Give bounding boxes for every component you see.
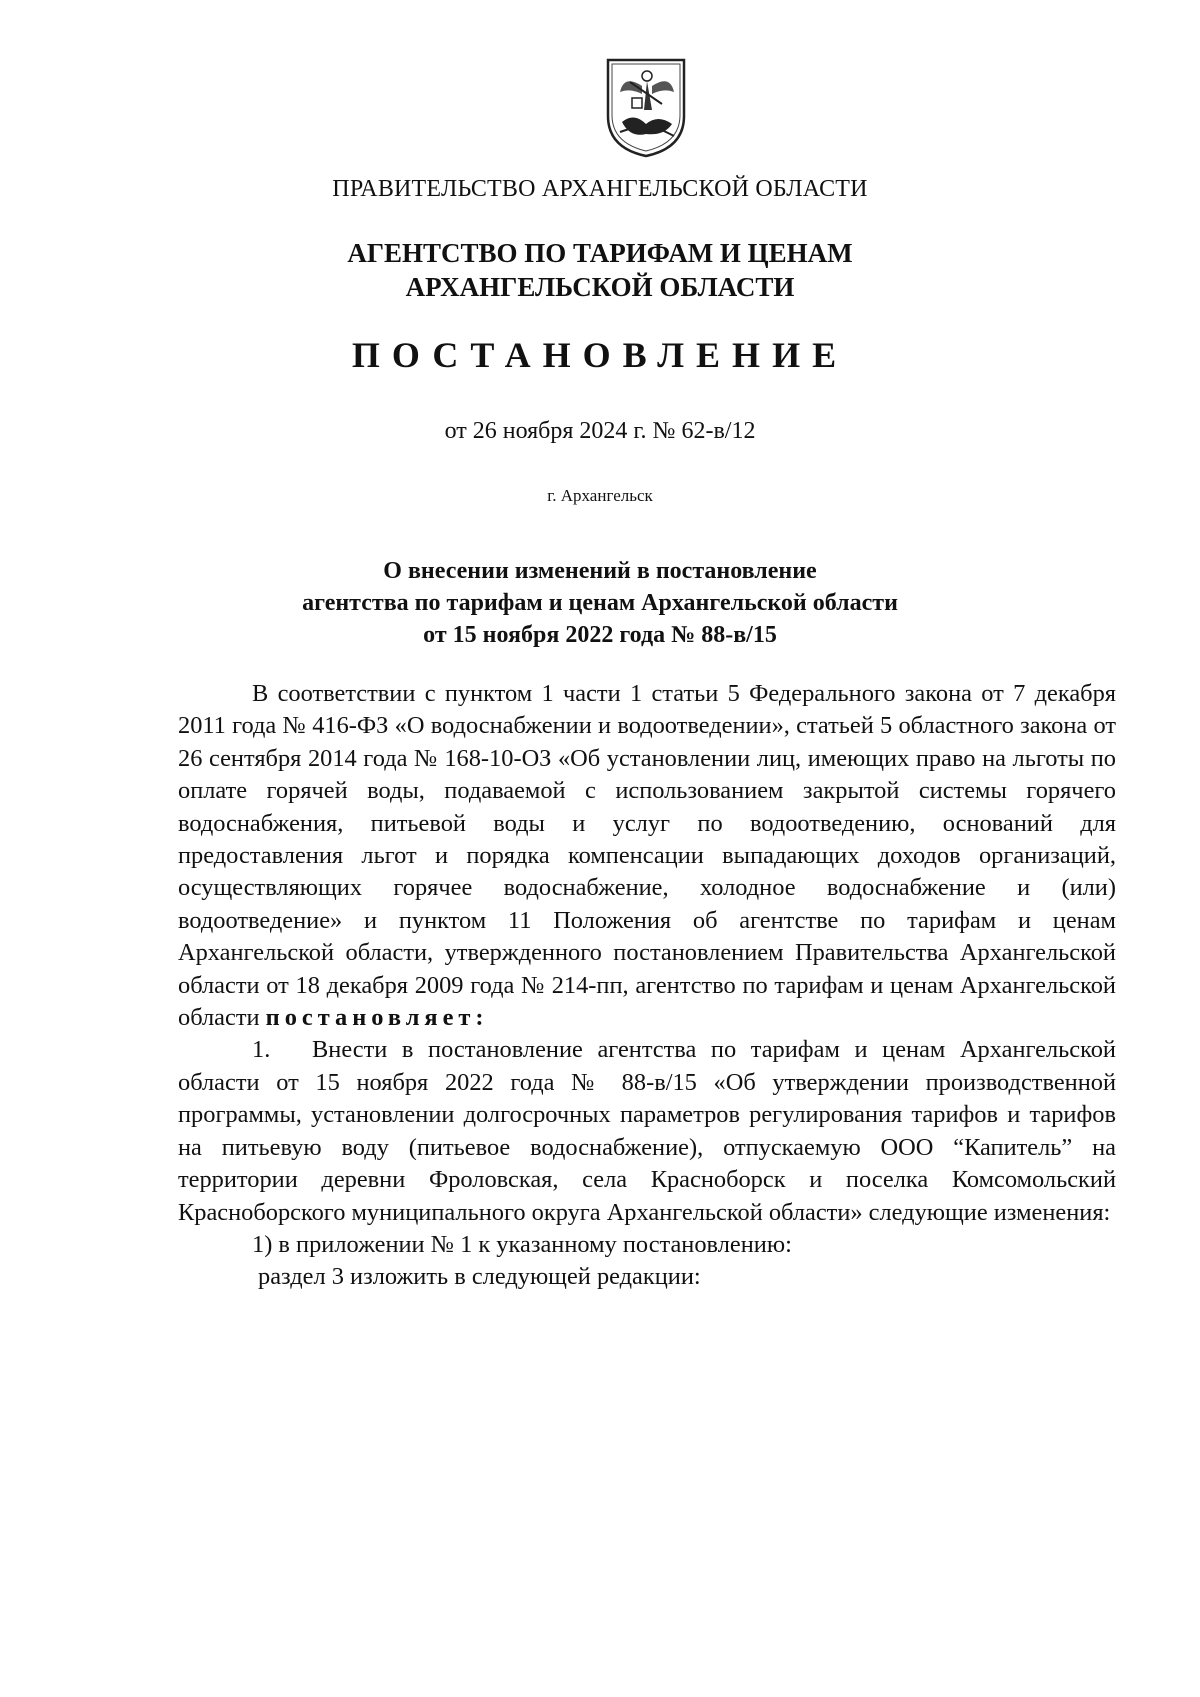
government-name: ПРАВИТЕЛЬСТВО АРХАНГЕЛЬСКОЙ ОБЛАСТИ bbox=[332, 176, 868, 202]
subject-line2: агентства по тарифам и ценам Архангельской области bbox=[302, 590, 898, 616]
preamble-paragraph bbox=[178, 678, 1116, 1034]
document-body bbox=[178, 678, 1116, 1294]
subject-line3: от 15 ноября 2022 года № 88-в/15 bbox=[423, 622, 777, 648]
item-1-paragraph bbox=[178, 1034, 1116, 1228]
subitem-1-instruction: раздел 3 изложить в следующей редакции: bbox=[258, 1263, 701, 1291]
document-date-number: от 26 ноября 2024 г. № 62-в/12 bbox=[444, 418, 756, 444]
document-type: ПОСТАНОВЛЕНИЕ bbox=[351, 335, 849, 375]
subject-line1: О внесении изменений в постановление bbox=[383, 558, 817, 584]
agency-name-line2: АРХАНГЕЛЬСКОЙ ОБЛАСТИ bbox=[405, 272, 795, 302]
resolves-word: постановляет: bbox=[265, 1004, 489, 1032]
agency-name-line1: АГЕНТСТВО ПО ТАРИФАМ И ЦЕНАМ bbox=[347, 238, 853, 268]
document-subject bbox=[0, 555, 1200, 651]
item-1-number: 1. bbox=[252, 1036, 271, 1064]
coat-of-arms-icon bbox=[602, 52, 690, 160]
subitem-1: 1) в приложении № 1 к указанному постановлению: bbox=[252, 1230, 792, 1258]
agency-name bbox=[0, 236, 1200, 304]
preamble-text: В соответствии с пунктом 1 части 1 статьи 5 Федерального закона от 7 декабря 2011 года № 416-ФЗ «О водоснабжении и водоотведении», статьей 5 областного закона от 26 сентября 2014 года № 168-10-ОЗ «Об установлении лиц, имеющих право на льготы по оплате горячей воды, подаваемой с использованием закрытой системы горячего водоснабжения, питьевой воды и услуг по водоотведению, оснований для предоставления льгот и порядка компенсации выпадающих доходов организаций, осуществляющих горячее водоснабжение, холодное водоснабжение и (или) водоотведение» и пунктом 11 Положения об агентстве по тарифам и ценам Архангельской области, утвержденного постановлением Правительства Архангельской области от 18 декабря 2009 года № 214-пп, агентство по тарифам и ценам Архангельской области bbox=[178, 680, 1116, 1032]
document-city: г. Архангельск bbox=[547, 486, 653, 505]
item-1-text: Внести в постановление агентства по тарифам и ценам Архангельской области от 15 ноября 2022 года № 88-в/15 «Об утверждении производственной программы, установлении долгосрочных параметров регулирования тарифов и тарифов на питьевую воду (питьевое водоснабжение), отпускаемую ООО “Капитель” на территории деревни Фроловская, села Красноборск и поселка Комсомольский Красноборского муниципального округа Архангельской области» следующие изменения: bbox=[178, 1036, 1116, 1226]
